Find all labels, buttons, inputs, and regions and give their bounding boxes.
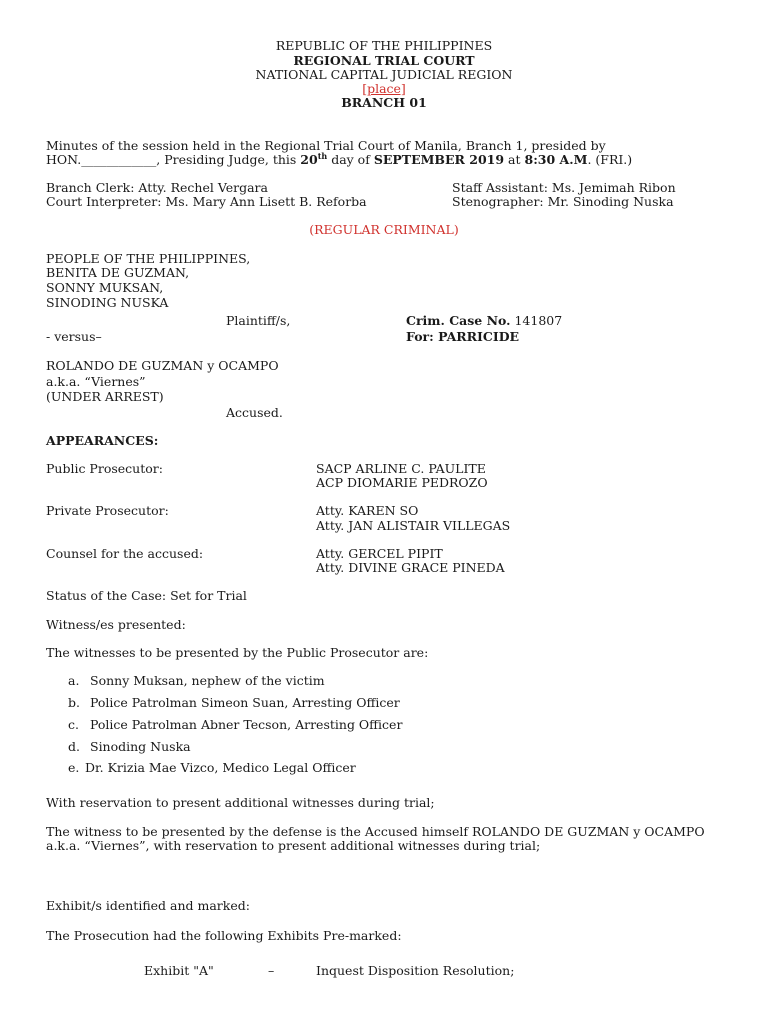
witness-letter: d. [68, 739, 80, 754]
witness-letter: a. [68, 673, 80, 688]
accused-name: ROLANDO DE GUZMAN y OCAMPO [46, 358, 279, 373]
case-offense: For: PARRICIDE [406, 329, 520, 344]
header-republic: REPUBLIC OF THE PHILIPPINES [275, 38, 493, 53]
witnesses-presented: Witness/es presented: [46, 617, 186, 632]
plaintiff-name: SONNY MUKSAN, [46, 280, 164, 295]
plaintiff-name: BENITA DE GUZMAN, [46, 265, 190, 280]
header-place: [place] [362, 81, 406, 96]
plaintiff-name: SINODING NUSKA [46, 295, 169, 310]
exhibit-label: Exhibit "A" [144, 963, 214, 978]
witness-item: Sinoding Nuska [90, 739, 191, 754]
exhibits-heading: Exhibit/s identified and marked: [46, 898, 250, 913]
exhibits-intro: The Prosecution had the following Exhibits Pre-marked: [46, 928, 402, 943]
plaintiff-name: PEOPLE OF THE PHILIPPINES, [46, 251, 251, 266]
minutes-line-1: Minutes of the session held in the Regional Trial Court of Manila, Branch 1, presided by [46, 138, 606, 153]
minutes-text: HON.____________, Presiding Judge, this [46, 152, 301, 167]
minutes-day-suffix: th [317, 150, 328, 161]
defense-witness-line: a.k.a. “Viernes”, with reservation to present additional witnesses during trial; [46, 838, 541, 853]
appearances-heading: APPEARANCES: [46, 433, 159, 448]
public-prosecutor-name: ACP DIOMARIE PEDROZO [316, 475, 488, 490]
minutes-text: day of [327, 152, 374, 167]
minutes-line-2 [46, 152, 632, 167]
minutes-text: . (FRI.) [587, 152, 633, 167]
minutes-month-year: SEPTEMBER 2019 [373, 152, 505, 167]
witness-letter: e. [68, 760, 80, 775]
minutes-text: at [504, 152, 525, 167]
defense-witness-line: The witness to be presented by the defense is the Accused himself ROLANDO DE GUZMAN y OCAMPO [46, 824, 705, 839]
case-status: Status of the Case: Set for Trial [46, 588, 247, 603]
defense-counsel-label: Counsel for the accused: [46, 546, 204, 561]
case-number [406, 313, 562, 328]
reservation-note: With reservation to present additional witnesses during trial; [46, 795, 435, 810]
stenographer: Stenographer: Mr. Sinoding Nuska [452, 194, 674, 209]
header-court: REGIONAL TRIAL COURT [293, 53, 475, 68]
private-prosecutor-name: Atty. JAN ALISTAIR VILLEGAS [316, 518, 511, 533]
defense-counsel-name: Atty. DIVINE GRACE PINEDA [316, 560, 505, 575]
header-branch: BRANCH 01 [341, 95, 427, 110]
witness-item: Sonny Muksan, nephew of the victim [90, 673, 325, 688]
versus: - versus– [46, 329, 102, 344]
private-prosecutor-label: Private Prosecutor: [46, 503, 169, 518]
exhibit-dash: – [268, 963, 275, 978]
public-prosecutor-label: Public Prosecutor: [46, 461, 163, 476]
branch-clerk: Branch Clerk: Atty. Rechel Vergara [46, 180, 268, 195]
court-interpreter: Court Interpreter: Ms. Mary Ann Lisett B. Reforba [46, 194, 367, 209]
private-prosecutor-name: Atty. KAREN SO [316, 503, 419, 518]
plaintiff-label: Plaintiff/s, [226, 313, 291, 328]
witness-item: Dr. Krizia Mae Vizco, Medico Legal Officer [85, 760, 356, 775]
minutes-time: 8:30 A.M [524, 152, 588, 167]
witness-item: Police Patrolman Abner Tecson, Arresting Officer [90, 717, 403, 732]
witnesses-intro: The witnesses to be presented by the Public Prosecutor are: [46, 645, 429, 660]
case-type: (REGULAR CRIMINAL) [309, 222, 459, 237]
accused-aka: a.k.a. “Viernes” [46, 374, 146, 389]
witness-item: Police Patrolman Simeon Suan, Arresting Officer [90, 695, 400, 710]
accused-status: (UNDER ARREST) [46, 389, 164, 404]
accused-label: Accused. [226, 405, 283, 420]
witness-letter: c. [68, 717, 79, 732]
defense-counsel-name: Atty. GERCEL PIPIT [316, 546, 443, 561]
witness-letter: b. [68, 695, 80, 710]
exhibit-description: Inquest Disposition Resolution; [316, 963, 515, 978]
case-number-label: Crim. Case No. [406, 313, 511, 328]
case-number-value: 141807 [510, 313, 563, 328]
header-region: NATIONAL CAPITAL JUDICIAL REGION [255, 67, 513, 82]
public-prosecutor-name: SACP ARLINE C. PAULITE [316, 461, 486, 476]
staff-assistant: Staff Assistant: Ms. Jemimah Ribon [452, 180, 676, 195]
minutes-day: 20 [300, 152, 318, 167]
